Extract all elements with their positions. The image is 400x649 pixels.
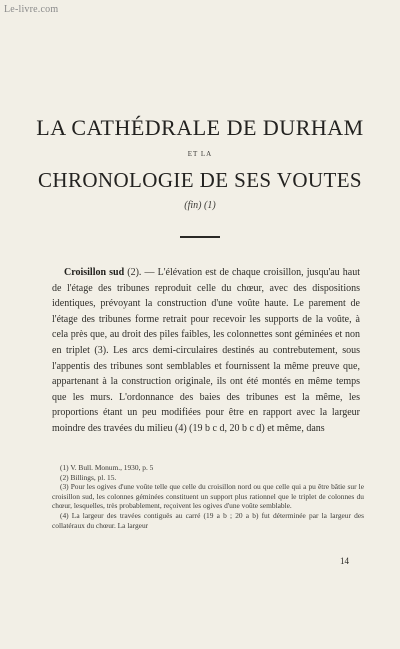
footnotes — [52, 463, 364, 530]
footnote: (1) V. Bull. Monum., 1930, p. 5 — [60, 463, 154, 472]
article-subtitle: (fin) (1) — [184, 200, 216, 211]
page-number: 14 — [340, 556, 349, 566]
body-paragraph — [52, 265, 360, 437]
footnote: (2) Billings, pl. 15. — [60, 472, 117, 482]
footnote: (3) Pour les ogives d'une voûte telle que celle du croisillon nord ou que celle qui a pu être bâtie sur le croisillon sud, les colonnes géminées constituent un support plus rationnel que le triplet de colonnes du chœur, lesquelles, très probablement, reçoivent les ogives d'une voûte semblable. — [52, 482, 364, 511]
article-title-line1: LA CATHÉDRALE DE DURHAM — [36, 115, 364, 140]
watermark: Le-livre.com — [4, 4, 59, 15]
section-heading: Croisillon sud — [64, 267, 125, 278]
title-divider — [180, 236, 220, 238]
article-title-line2: CHRONOLOGIE DE SES VOUTES — [37, 168, 363, 192]
paragraph-text: (2). — L'élévation est de chaque croisillon, jusqu'au haut de l'étage des tribunes reproduit celle du chœur, avec des dispositions identiques, prévoyant la construction d'une voûte haute. Le parement de l'étage des tribunes forme retrait pour recevoir les supports de la voûte, à cela près que, au droit des piles faibles, les colonnettes sont géminées et non en triplet (3). Les arcs demi-circulaires destinés au contrebutement, sous l'appentis des tribunes sont semblables et fournissent la même preuve que, appartenant à la construction originale, ils ont été montés en même temps que les murs. L'ordonnance des baies des tribunes est la même, les proportions étant un peu modifiées pour être en rapport avec la largeur moindre des travées du milieu (4) (19 b c d, 20 b c d) et même, dans — [52, 267, 360, 434]
title-connector: ET LA — [187, 150, 213, 158]
footnote: (4) La largeur des travées contiguës au carré (19 a b ; 20 a b) fut déterminée par la largeur des collatéraux du chœur. La largeur — [52, 510, 364, 530]
